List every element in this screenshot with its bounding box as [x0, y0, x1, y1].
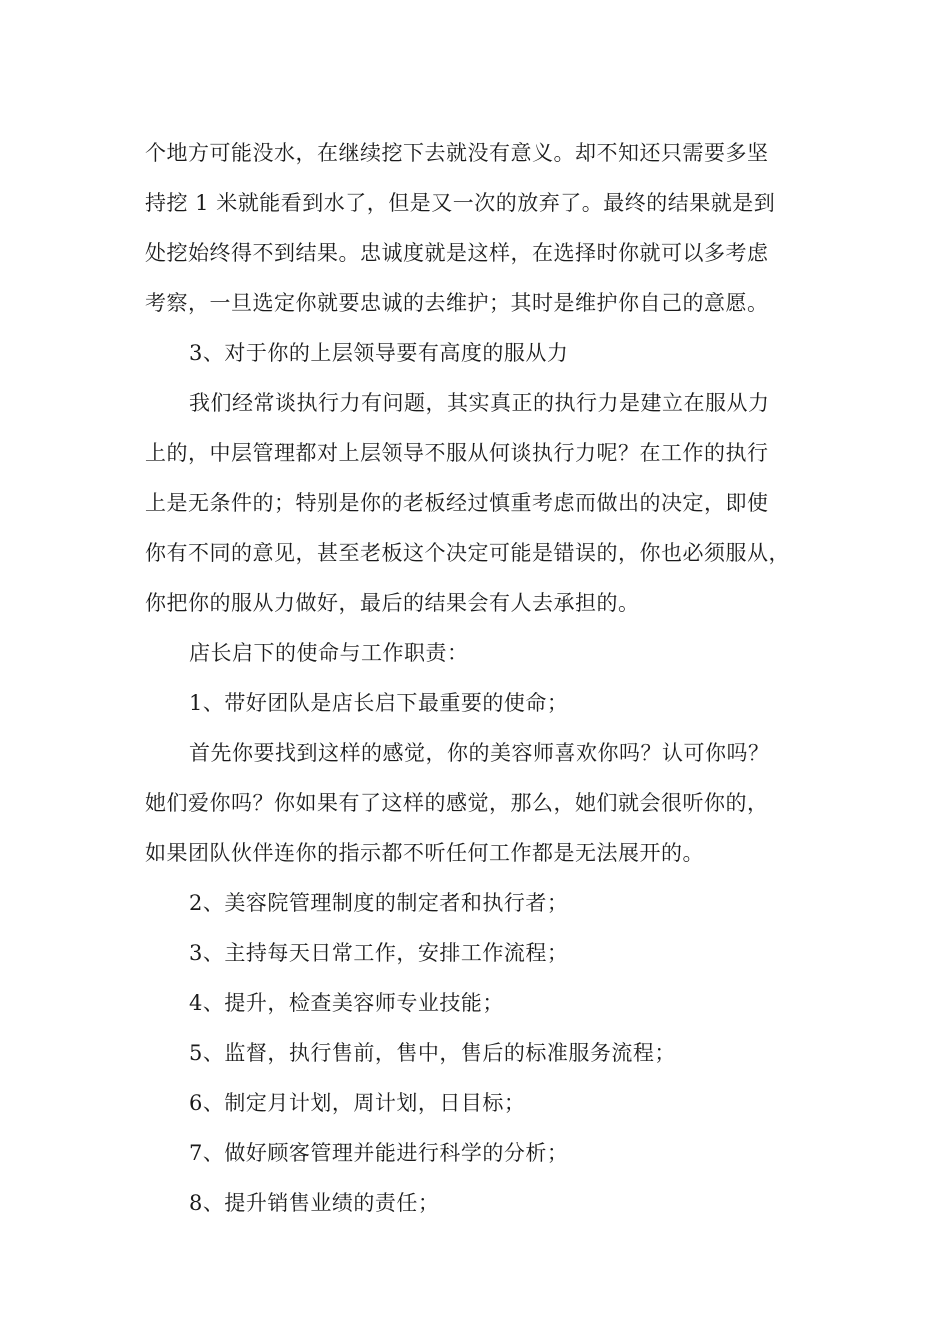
- list-item: 6、制定月计划，周计划，日目标；: [189, 1091, 526, 1115]
- paragraph-line: 上是无条件的；特别是你的老板经过慎重考虑而做出的决定，即使: [145, 491, 769, 515]
- paragraph-line: 上的，中层管理都对上层领导不服从何谈执行力呢？在工作的执行: [145, 441, 769, 465]
- list-item: 3、主持每天日常工作，安排工作流程；: [189, 941, 569, 965]
- list-item: 4、提升，检查美容师专业技能；: [189, 991, 504, 1015]
- paragraph-line: 她们爱你吗？你如果有了这样的感觉，那么，她们就会很听你的，: [145, 791, 769, 815]
- list-item: 5、监督，执行售前，售中，售后的标准服务流程；: [189, 1041, 676, 1065]
- paragraph-line: 处挖始终得不到结果。忠诚度就是这样，在选择时你就可以多考虑: [145, 241, 769, 265]
- paragraph-line: 你把你的服从力做好，最后的结果会有人去承担的。: [145, 591, 640, 615]
- paragraph-line: 个地方可能没水，在继续挖下去就没有意义。却不知还只需要多坚: [145, 141, 769, 165]
- document-body: [145, 128, 805, 1228]
- section-heading: 3、对于你的上层领导要有高度的服从力: [189, 341, 569, 365]
- paragraph-line: 我们经常谈执行力有问题，其实真正的执行力是建立在服从力: [189, 391, 770, 415]
- paragraph-line: 首先你要找到这样的感觉，你的美容师喜欢你吗？认可你吗？: [189, 741, 770, 765]
- list-item: 7、做好顾客管理并能进行科学的分析；: [189, 1141, 569, 1165]
- paragraph-line: 如果团队伙伴连你的指示都不听任何工作都是无法展开的。: [145, 841, 704, 865]
- list-item: 2、美容院管理制度的制定者和执行者；: [189, 891, 569, 915]
- section-heading: 店长启下的使命与工作职责：: [189, 641, 469, 665]
- paragraph-line: 持挖 1 米就能看到水了，但是又一次的放弃了。最终的结果就是到: [145, 191, 776, 215]
- paragraph-line: 你有不同的意见，甚至老板这个决定可能是错误的，你也必须服从，: [145, 541, 790, 565]
- list-item: 1、带好团队是店长启下最重要的使命；: [189, 691, 569, 715]
- list-item: 8、提升销售业绩的责任；: [189, 1191, 440, 1215]
- paragraph-line: 考察，一旦选定你就要忠诚的去维护；其时是维护你自己的意愿。: [145, 291, 769, 315]
